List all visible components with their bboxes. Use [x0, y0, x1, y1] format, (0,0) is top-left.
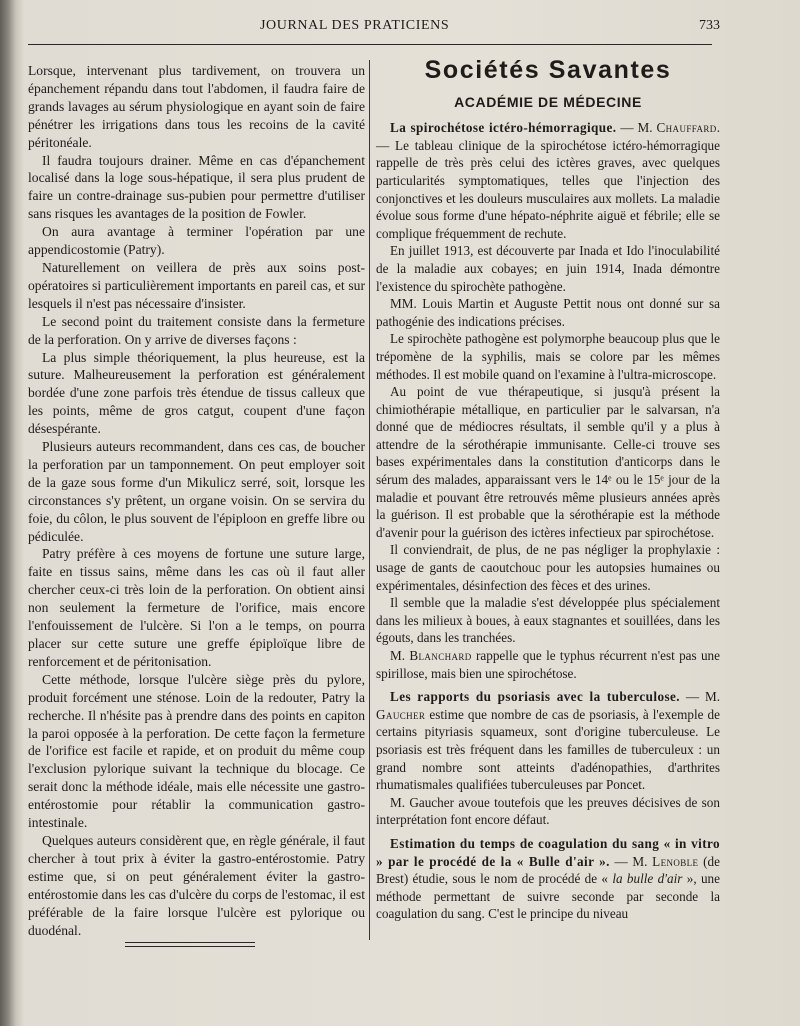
left-column — [28, 62, 365, 939]
paragraph: Il conviendrait, de plus, de ne pas négliger la prophylaxie : usage de gants de caoutchouc pour les autopsies humaines ou expérimentales, désinfection des fèces et des urines. — [376, 542, 720, 593]
article-author: Gaucher — [376, 706, 426, 722]
end-of-article-rule — [125, 942, 255, 947]
running-title: JOURNAL DES PRATICIENS — [260, 18, 450, 33]
article-text: . — Le tableau clinique de la spirochétose ictéro-hémorragique rappelle de très près celui des ictères graves, avec quelques particularités symptomatiques, telles que l'injection des conjonctives et les douleurs musculaires aux mollets. La maladie évolue sous forme d'une hépato-néphrite aiguë et fébrile; elle se complique fréquemment de rechute. — [376, 120, 720, 241]
paragraph: Il semble que la maladie s'est développée plus spécialement dans les milieux à boues, à eaux stagnantes et souillées, dans les égouts, dans les tranchées. — [376, 595, 720, 646]
article-dash: — M. — [679, 689, 720, 705]
article-title: Les rapports du psoriasis avec la tuberculose. — [390, 689, 680, 705]
article-text-a: (de Brest) étudie, sous le nom de procédé de « — [376, 853, 720, 887]
page-header — [30, 18, 720, 40]
article-psoriasis — [376, 688, 720, 794]
paragraph: Naturellement on veillera de près aux soins post-opératoires si particulièrement importants en pareil cas, et sur lesquels il n'est pas nécessaire d'insister. — [28, 259, 365, 311]
paragraph: Plusieurs auteurs recommandent, dans ces cas, de boucher la perforation par un tamponnement. On peut employer soit de la gaze sous forme d'un Mikulicz serré, soit, lorsque les circonstances s'y prêtent, un organe voisin. On se servira du foie, du côlon, le plus souvent de l'épiploon en greffe libre ou pédiculée. — [28, 439, 365, 544]
paragraph: Patry préfère à ces moyens de fortune une suture large, faite en tissus sains, même dans les cas où il faut aller chercher ceux-ci très loin de la perforation. On obtient ainsi non seulement la fermeture de l'orifice, mais encore l'enfouissement de l'ulcère. Si l'on a le temps, on pourra placer sur cette suture une greffe épiploïque libre de renforcement et de péritonisation. — [28, 546, 365, 669]
column-divider — [369, 60, 370, 940]
paragraph: On aura avantage à terminer l'opération par une appendicostomie (Patry). — [28, 224, 365, 258]
article-text: estime que nombre de cas de psoriasis, à l'exemple de certains pityriasis squameux, sont d'origine tuberculeuse. Le psoriasis est très fréquent dans les familles de tuberculeux : un grand nombre sont atteints d'adénopathies, d'arthrites rhumatismales qualifiées tuberculeuses par Poncet. — [376, 706, 720, 793]
paragraph: Cette méthode, lorsque l'ulcère siège près du pylore, produit forcément une sténose. Loin de la redouter, Patry la recherche. Il n'hésite pas à prendre dans des points en capiton la paroi opposée à la perforation. De cette façon la fermeture de l'orifice est facile et rapide, et on produit du même coup l'exclusion pylorique suivant la technique du blocage. Ce serait donc la méthode idéale, mais elle nécessite une gastro-entérostomie pour rétablir la communication gastro-intestinale. — [28, 671, 365, 831]
paragraph: Au point de vue thérapeutique, si jusqu'à présent la chimiothérapie métallique, en particulier par le salvarsan, n'a donné que de médiocres résultats, il semble qu'il y a plus à attendre de la sérothérapie immunisante. Celle-ci trouve ses bases expérimentales dans la constitution d'anticorps dans le sérum des malades, apparaissant vers le 14ᵉ ou le 15ᵉ jour de la maladie et pouvant être retrouvés même plusieurs années après la guérison. Il est probable que la sérothérapie est la méthode d'avenir pour la guérison des ictères infectieux par spirochétose. — [376, 384, 720, 540]
article-italic: la bulle d'air — [612, 871, 683, 887]
article-dash: — M. — [609, 853, 653, 869]
article-title: La spirochétose ictéro-hémorragique. — [390, 120, 617, 136]
academy-title: ACADÉMIE DE MÉDECINE — [454, 93, 642, 110]
section-title: Sociétés Savantes — [424, 56, 672, 84]
article-author: Chauffard — [656, 120, 717, 136]
paragraph-blanchard — [376, 647, 720, 682]
paragraph: En juillet 1913, est découverte par Inada et Ido l'inoculabilité de la maladie aux cobayes; en juin 1914, Inada démontre l'existence du spirochète pathogène. — [376, 243, 720, 294]
paragraph: Le spirochète pathogène est polymorphe beaucoup plus que le trépomène de la syphilis, mais se colore par les mêmes méthodes. Il est mobile quand on l'examine à l'ultra-microscope. — [376, 331, 720, 382]
page-number: 733 — [699, 18, 720, 33]
article-spirochetose — [376, 119, 720, 242]
text: rappelle que le typhus récurrent n'est pas une spirillose, mais bien une spirochétose. — [376, 648, 720, 681]
paragraph: MM. Louis Martin et Auguste Pettit nous ont donné sur sa pathogénie des indications précises. — [376, 296, 720, 329]
paragraph: M. Gaucher avoue toutefois que les preuves décisives de son interprétation font encore défaut. — [376, 794, 720, 828]
article-title: Estimation du temps de coagulation du sang « in vitro » par le procédé de la « Bulle d'air ». — [376, 835, 720, 869]
paragraph: Quelques auteurs considèrent que, en règle générale, il faut chercher à tout prix à éviter la gastro-entérostomie. Patry estime que, si on peut généralement éviter la gastro-entérostomie dans les cas d'ulcère du corps de l'estomac, il est préférable de la faire lorsque l'ulcère est pylorique ou duodénal. — [28, 832, 365, 938]
paragraph: Lorsque, intervenant plus tardivement, on trouvera un épanchement répandu dans tout l'abdomen, il faudra faire de grands lavages au sérum physiologique en ayant soin de faire pénétrer les irrigations dans tous les recoins de la cavité péritonéale. — [28, 63, 365, 150]
paragraph: La plus simple théoriquement, la plus heureuse, est la suture. Malheureusement la perforation est généralement bordée d'une zone parfois très étendue de tissus calleux que les points, même de gros catgut, coupent d'une façon désespérante. — [28, 349, 365, 437]
prefix: M. — [390, 648, 410, 663]
article-author: Lenoble — [652, 853, 699, 869]
article-dash: — M. — [616, 120, 657, 136]
author-blanchard: Blanchard — [409, 648, 472, 663]
paragraph: Le second point du traitement consiste dans la fermeture de la perforation. On y arrive de diverses façons : — [28, 313, 365, 347]
article-coagulation — [376, 835, 720, 923]
paragraph: Il faudra toujours drainer. Même en cas d'épanchement localisé dans la loge sous-hépatique, il sera plus prudent de faire un contre-drainage sus-pubien pour permettre d'utiliser sans risques les avantages de la position de Fowler. — [28, 152, 365, 222]
header-rule — [28, 44, 712, 45]
right-column — [376, 56, 720, 923]
article-text-b: », une méthode permettant de suivre seconde par seconde la coagulation du sang. C'est le principe du niveau — [376, 871, 720, 922]
